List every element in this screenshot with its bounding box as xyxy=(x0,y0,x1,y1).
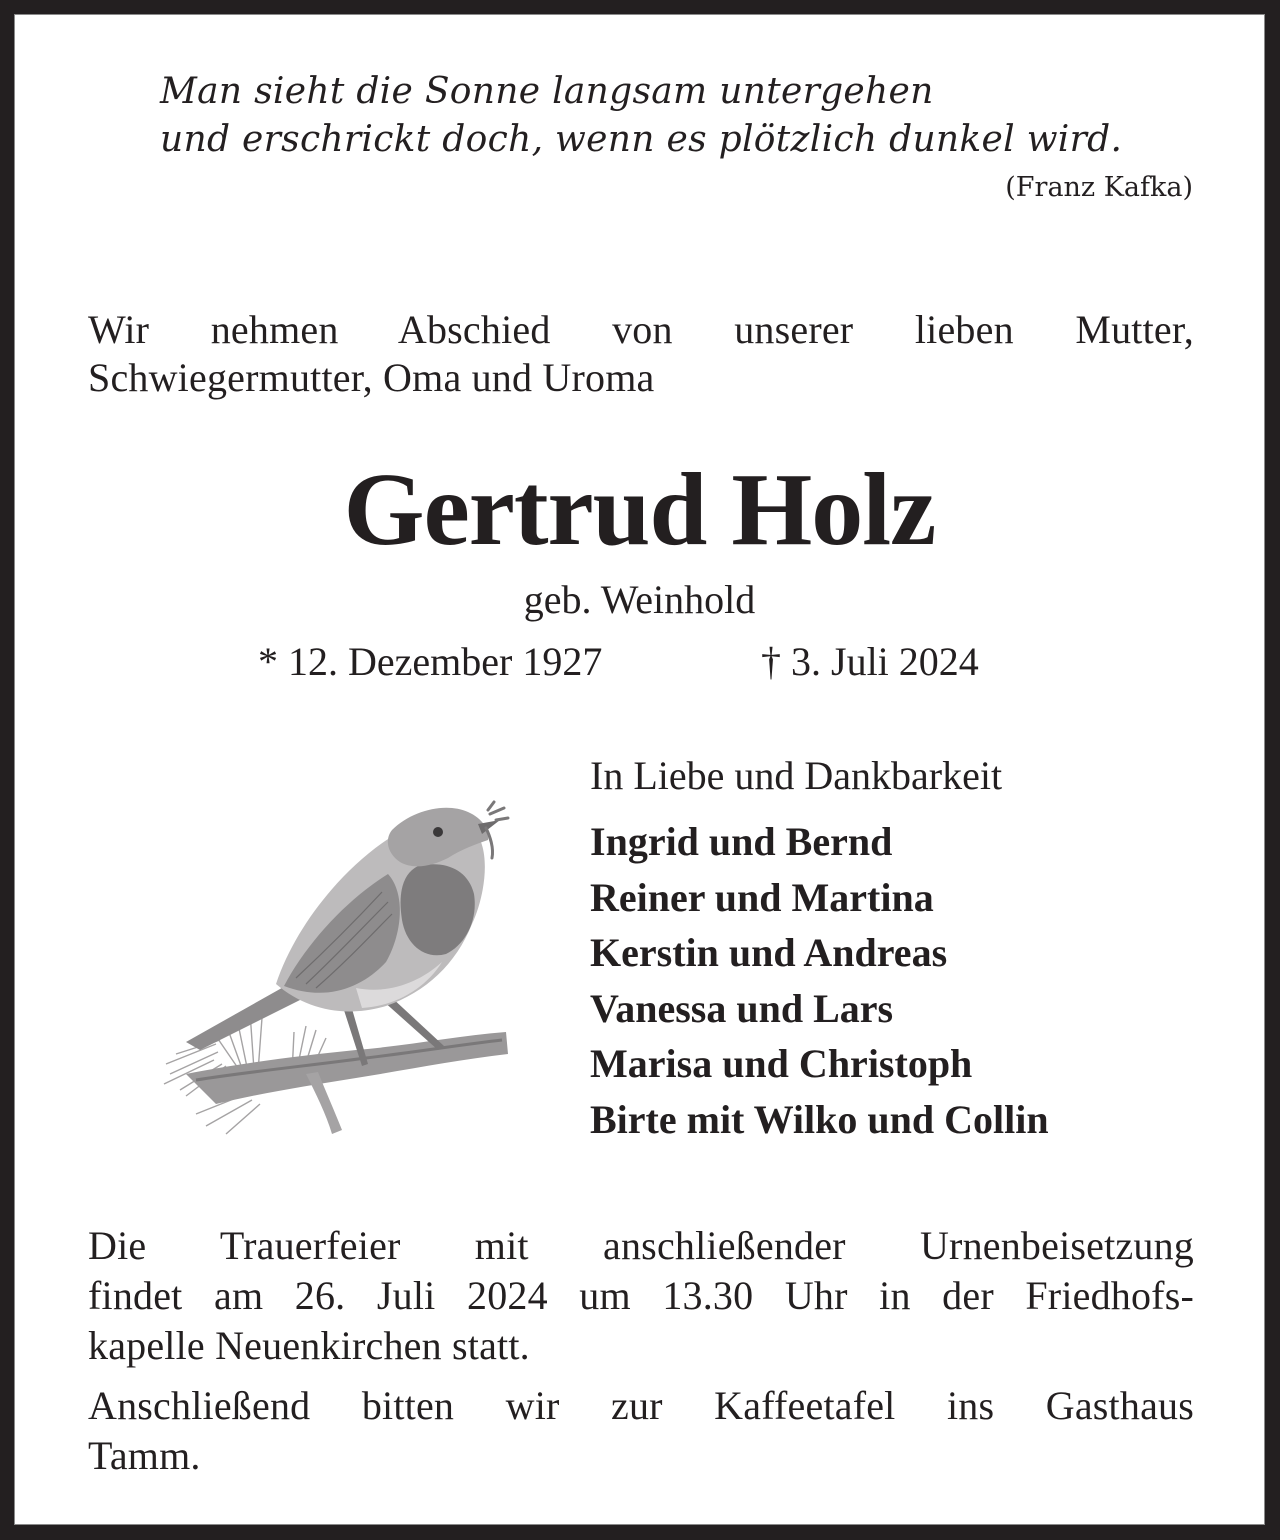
death-date: † 3. Juli 2024 xyxy=(761,639,979,684)
intro-line-2: Schwiegermutter, Oma und Uroma xyxy=(88,355,655,400)
service-line-3: kapelle Neuenkirchen statt. xyxy=(88,1323,530,1368)
service-line-2: findet am 26. Juli 2024 um 13.30 Uhr in der Friedhofs- xyxy=(88,1273,1194,1318)
reception-line-1: Anschließend bitten wir zur Kaffeetafel ins Gasthaus xyxy=(88,1383,1194,1428)
mourner-name: Reiner und Martina xyxy=(590,874,934,920)
mourners-heading: In Liebe und Dankbarkeit xyxy=(590,753,1003,798)
mourner-name: Ingrid und Bernd xyxy=(590,819,893,864)
mourner-name: Birte mit Wilko und Collin xyxy=(590,1096,1049,1142)
quote-author: (Franz Kafka) xyxy=(1005,172,1193,203)
mourner-name: Marisa und Christoph xyxy=(590,1041,973,1086)
deceased-name: Gertrud Holz xyxy=(343,452,936,567)
robin-on-branch-icon xyxy=(156,774,516,1154)
intro-line-1: Wir nehmen Abschied von unserer lieben Mutter, xyxy=(88,307,1194,352)
mourner-name: Kerstin und Andreas xyxy=(590,930,948,975)
mourners-list xyxy=(590,814,1049,1147)
maiden-name: geb. Weinhold xyxy=(523,577,756,622)
quote-line-2: und erschrickt doch, wenn es plötzlich dunkel wird. xyxy=(160,119,1123,160)
reception-line-2: Tamm. xyxy=(88,1433,201,1478)
mourner-name: Vanessa und Lars xyxy=(590,985,894,1031)
service-line-1: Die Trauerfeier mit anschließender Urnenbeisetzung xyxy=(88,1223,1194,1268)
obituary-notice xyxy=(14,14,1265,1525)
birth-date: * 12. Dezember 1927 xyxy=(258,639,603,684)
quote-line-1: Man sieht die Sonne langsam untergehen xyxy=(160,71,934,112)
